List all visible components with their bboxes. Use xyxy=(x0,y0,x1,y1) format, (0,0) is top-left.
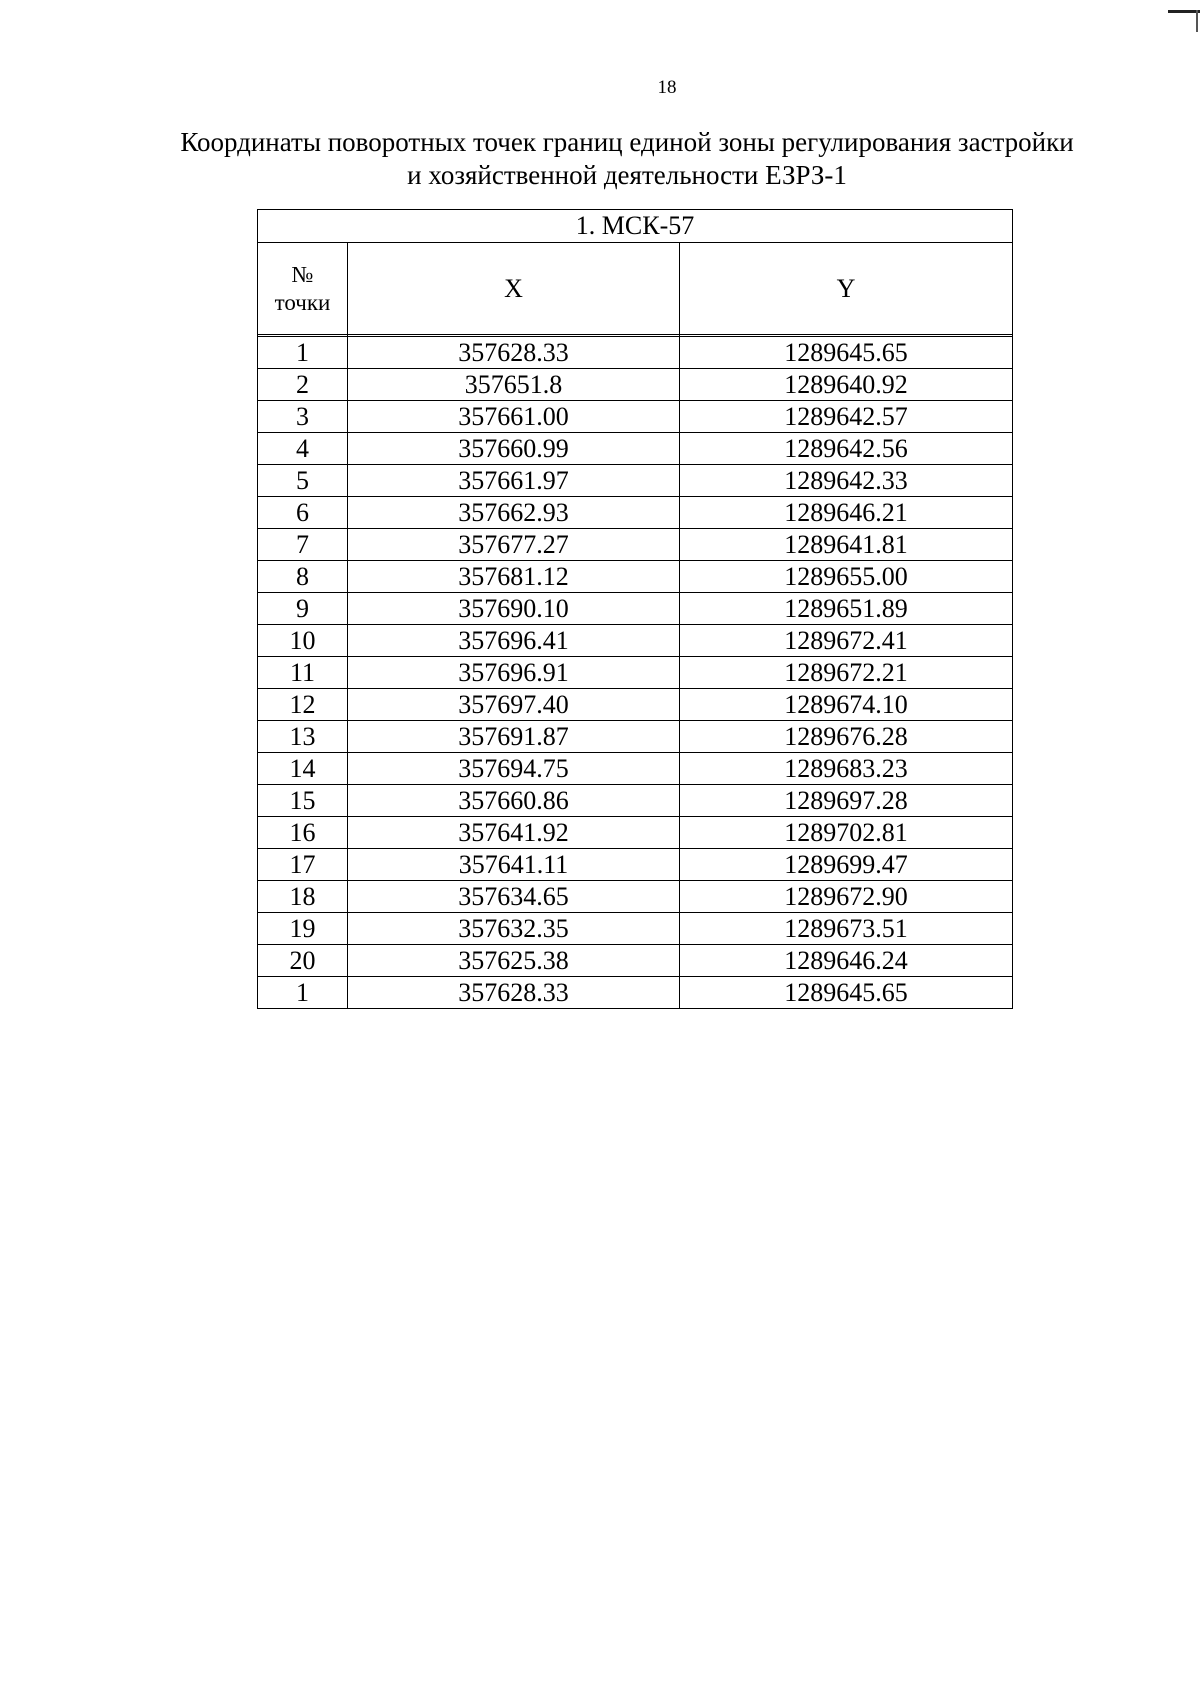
point-number-cell: 2 xyxy=(258,369,348,401)
table-row xyxy=(258,721,1013,753)
x-coordinate-cell: 357641.92 xyxy=(348,817,680,849)
x-coordinate-cell: 357634.65 xyxy=(348,881,680,913)
table-row xyxy=(258,529,1013,561)
point-number-cell: 3 xyxy=(258,401,348,433)
point-number-cell: 4 xyxy=(258,433,348,465)
y-coordinate-cell: 1289699.47 xyxy=(680,849,1013,881)
y-coordinate-cell: 1289651.89 xyxy=(680,593,1013,625)
table-row xyxy=(258,401,1013,433)
table-row xyxy=(258,977,1013,1009)
table-row xyxy=(258,657,1013,689)
table-row xyxy=(258,689,1013,721)
table-row xyxy=(258,785,1013,817)
header-number-sign: № xyxy=(291,261,314,287)
x-coordinate-cell: 357677.27 xyxy=(348,529,680,561)
x-coordinate-cell: 357628.33 xyxy=(348,977,680,1009)
point-number-cell: 14 xyxy=(258,753,348,785)
table-row xyxy=(258,337,1013,369)
y-coordinate-cell: 1289641.81 xyxy=(680,529,1013,561)
corner-mark-vertical xyxy=(1196,10,1198,32)
y-coordinate-cell: 1289646.21 xyxy=(680,497,1013,529)
point-number-cell: 1 xyxy=(258,337,348,369)
table-row xyxy=(258,913,1013,945)
x-coordinate-cell: 357696.41 xyxy=(348,625,680,657)
y-coordinate-cell: 1289646.24 xyxy=(680,945,1013,977)
x-coordinate-cell: 357696.91 xyxy=(348,657,680,689)
y-coordinate-cell: 1289702.81 xyxy=(680,817,1013,849)
page-title-line-2: и хозяйственной деятельности ЕЗРЗ-1 xyxy=(407,160,847,190)
point-number-cell: 5 xyxy=(258,465,348,497)
x-coordinate-cell: 357690.10 xyxy=(348,593,680,625)
point-number-cell: 18 xyxy=(258,881,348,913)
table-row xyxy=(258,369,1013,401)
point-number-cell: 6 xyxy=(258,497,348,529)
point-number-cell: 7 xyxy=(258,529,348,561)
point-number-cell: 9 xyxy=(258,593,348,625)
table-row xyxy=(258,881,1013,913)
column-header-x: X xyxy=(348,243,680,335)
x-coordinate-cell: 357660.99 xyxy=(348,433,680,465)
x-coordinate-cell: 357681.12 xyxy=(348,561,680,593)
table-row xyxy=(258,593,1013,625)
y-coordinate-cell: 1289673.51 xyxy=(680,913,1013,945)
x-coordinate-cell: 357694.75 xyxy=(348,753,680,785)
point-number-cell: 13 xyxy=(258,721,348,753)
y-coordinate-cell: 1289674.10 xyxy=(680,689,1013,721)
page-title-line-1: Координаты поворотных точек границ единой зоны регулирования застройки xyxy=(180,127,1074,157)
table-row xyxy=(258,849,1013,881)
table-row xyxy=(258,625,1013,657)
point-number-cell: 11 xyxy=(258,657,348,689)
table-row xyxy=(258,433,1013,465)
y-coordinate-cell: 1289655.00 xyxy=(680,561,1013,593)
y-coordinate-cell: 1289683.23 xyxy=(680,753,1013,785)
table-row xyxy=(258,497,1013,529)
point-number-cell: 20 xyxy=(258,945,348,977)
y-coordinate-cell: 1289672.90 xyxy=(680,881,1013,913)
x-coordinate-cell: 357628.33 xyxy=(348,337,680,369)
y-coordinate-cell: 1289642.56 xyxy=(680,433,1013,465)
y-coordinate-cell: 1289642.33 xyxy=(680,465,1013,497)
point-number-cell: 1 xyxy=(258,977,348,1009)
x-coordinate-cell: 357691.87 xyxy=(348,721,680,753)
point-number-cell: 10 xyxy=(258,625,348,657)
table-row xyxy=(258,561,1013,593)
page-title xyxy=(160,126,1094,192)
x-coordinate-cell: 357660.86 xyxy=(348,785,680,817)
coordinates-table xyxy=(257,209,1013,1009)
table-row xyxy=(258,817,1013,849)
point-number-cell: 15 xyxy=(258,785,348,817)
y-coordinate-cell: 1289672.41 xyxy=(680,625,1013,657)
page-number: 18 xyxy=(657,77,677,98)
y-coordinate-cell: 1289640.92 xyxy=(680,369,1013,401)
x-coordinate-cell: 357651.8 xyxy=(348,369,680,401)
coordinates-table-body xyxy=(258,337,1013,1009)
table-row xyxy=(258,753,1013,785)
x-coordinate-cell: 357661.00 xyxy=(348,401,680,433)
y-coordinate-cell: 1289645.65 xyxy=(680,337,1013,369)
x-coordinate-cell: 357625.38 xyxy=(348,945,680,977)
point-number-cell: 19 xyxy=(258,913,348,945)
table-header-row xyxy=(258,243,1013,335)
y-coordinate-cell: 1289642.57 xyxy=(680,401,1013,433)
table-row xyxy=(258,465,1013,497)
coordinate-system-label: 1. МСК-57 xyxy=(258,210,1013,243)
y-coordinate-cell: 1289676.28 xyxy=(680,721,1013,753)
point-number-cell: 12 xyxy=(258,689,348,721)
x-coordinate-cell: 357641.11 xyxy=(348,849,680,881)
x-coordinate-cell: 357632.35 xyxy=(348,913,680,945)
x-coordinate-cell: 357661.97 xyxy=(348,465,680,497)
column-header-y: Y xyxy=(680,243,1013,335)
scan-corner-mark xyxy=(1168,10,1200,32)
point-number-cell: 16 xyxy=(258,817,348,849)
table-row xyxy=(258,945,1013,977)
y-coordinate-cell: 1289697.28 xyxy=(680,785,1013,817)
point-number-cell: 8 xyxy=(258,561,348,593)
y-coordinate-cell: 1289645.65 xyxy=(680,977,1013,1009)
y-coordinate-cell: 1289672.21 xyxy=(680,657,1013,689)
column-header-point-number xyxy=(258,243,348,335)
header-point-word: точки xyxy=(274,289,331,315)
x-coordinate-cell: 357662.93 xyxy=(348,497,680,529)
x-coordinate-cell: 357697.40 xyxy=(348,689,680,721)
point-number-cell: 17 xyxy=(258,849,348,881)
coordinate-system-row xyxy=(258,210,1013,243)
